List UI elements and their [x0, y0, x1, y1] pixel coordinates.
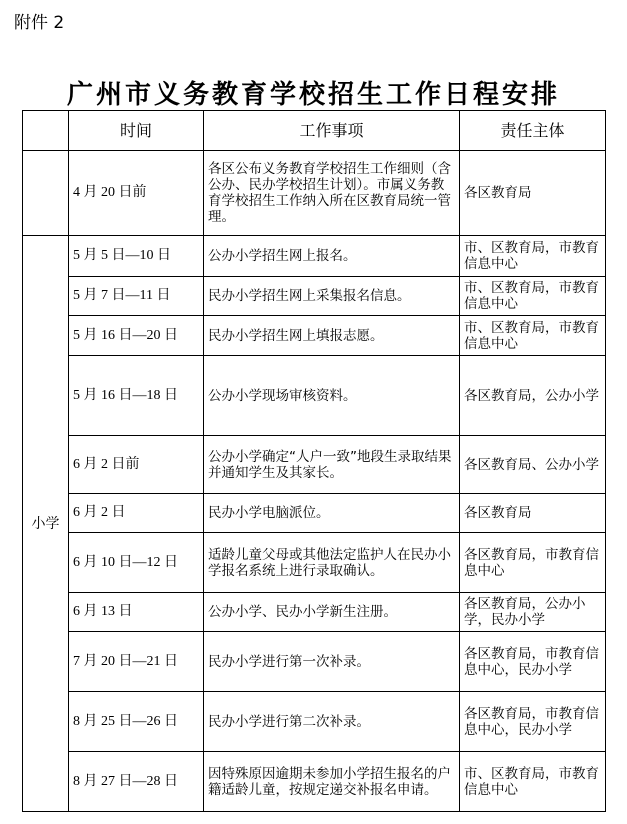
table-row: [23, 692, 606, 752]
row-work: 民办小学招生网上采集报名信息。: [204, 277, 460, 316]
table-row: [23, 151, 606, 236]
row-time: 6 月 10 日—12 日: [69, 533, 204, 593]
table-row: [23, 316, 606, 356]
row-work: 民办小学招生网上填报志愿。: [204, 316, 460, 356]
stage-label: 小学: [23, 236, 69, 812]
row-responsible: 市、区教育局，市教育信息中心: [460, 752, 606, 812]
table-row: [23, 436, 606, 494]
row-time: 7 月 20 日—21 日: [69, 632, 204, 692]
row-time: 8 月 27 日—28 日: [69, 752, 204, 812]
row-responsible: 各区教育局: [460, 151, 606, 236]
attachment-label: 附件 2: [14, 13, 65, 33]
row-time: 5 月 5 日—10 日: [69, 236, 204, 277]
row-time: 5 月 7 日—11 日: [69, 277, 204, 316]
row-responsible: 市、区教育局，市教育信息中心: [460, 277, 606, 316]
page-title: 广州市义务教育学校招生工作日程安排: [66, 80, 560, 110]
table-row: [23, 277, 606, 316]
row-time: 6 月 13 日: [69, 593, 204, 632]
row-work: 各区公布义务教育学校招生工作细则（含公办、民办学校招生计划）。市属义务教育学校招生工作纳入所在区教育局统一管理。: [204, 151, 460, 236]
table-row: [23, 632, 606, 692]
row-work: 民办小学电脑派位。: [204, 494, 460, 533]
row-time: 6 月 2 日: [69, 494, 204, 533]
row-time: 6 月 2 日前: [69, 436, 204, 494]
row-time: 5 月 16 日—20 日: [69, 316, 204, 356]
table-row: [23, 752, 606, 812]
row-responsible: 市、区教育局，市教育信息中心: [460, 236, 606, 277]
row-responsible: 各区教育局、公办小学: [460, 436, 606, 494]
table-row: [23, 533, 606, 593]
row-time: 4 月 20 日前: [69, 151, 204, 236]
row-responsible: 各区教育局，公办小学，民办小学: [460, 593, 606, 632]
row-time: 5 月 16 日—18 日: [69, 356, 204, 436]
row-responsible: 各区教育局，市教育信息中心，民办小学: [460, 632, 606, 692]
row-work: 民办小学进行第二次补录。: [204, 692, 460, 752]
table-header-row: [23, 111, 606, 151]
row-responsible: 市、区教育局，市教育信息中心: [460, 316, 606, 356]
row-work: 公办小学现场审核资料。: [204, 356, 460, 436]
table-row: [23, 593, 606, 632]
table-row: [23, 236, 606, 277]
row-time: 8 月 25 日—26 日: [69, 692, 204, 752]
stage-cell-empty: [23, 151, 69, 236]
row-responsible: 各区教育局，市教育信息中心，民办小学: [460, 692, 606, 752]
row-responsible: 各区教育局，公办小学: [460, 356, 606, 436]
table-row: [23, 494, 606, 533]
row-work: 公办小学确定“人户一致”地段生录取结果并通知学生及其家长。: [204, 436, 460, 494]
row-work: 民办小学进行第一次补录。: [204, 632, 460, 692]
table-row: [23, 356, 606, 436]
header-responsible: 责任主体: [460, 111, 606, 151]
header-stage: [23, 111, 69, 151]
row-work: 适龄儿童父母或其他法定监护人在民办小学报名系统上进行录取确认。: [204, 533, 460, 593]
row-responsible: 各区教育局: [460, 494, 606, 533]
schedule-table: [22, 110, 606, 812]
row-work: 因特殊原因逾期未参加小学招生报名的户籍适龄儿童，按规定递交补报名申请。: [204, 752, 460, 812]
row-work: 公办小学、民办小学新生注册。: [204, 593, 460, 632]
header-time: 时间: [69, 111, 204, 151]
row-responsible: 各区教育局，市教育信息中心: [460, 533, 606, 593]
header-work: 工作事项: [204, 111, 460, 151]
row-work: 公办小学招生网上报名。: [204, 236, 460, 277]
